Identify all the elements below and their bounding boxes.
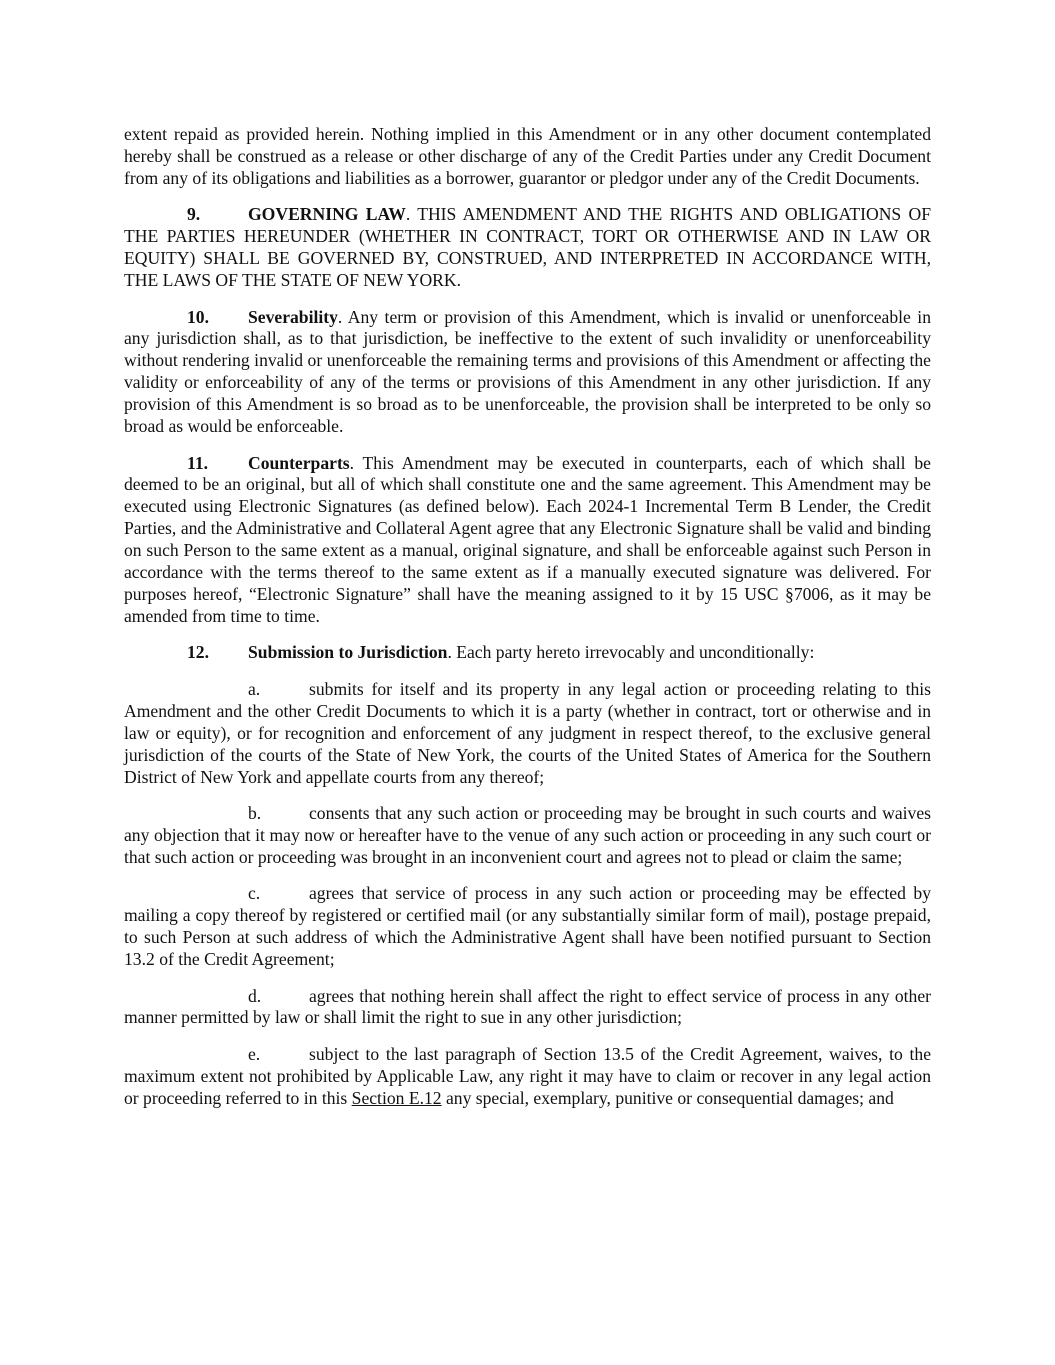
subsection-letter: b.: [248, 803, 262, 824]
section-text: . This Amendment may be executed in counterparts, each of which shall be deemed to be an original, but all of which shall constitute one and the same agreement. This Amendment may be executed using Electronic Signatures (as defined below). Each 2024-1 Incremental Term B Lender, the Credit Parties, and the Administrative and Collateral Agent agree that any Electronic Signature shall be valid and binding on such Person to the same extent as a manual, original signature, and shall be enforceable against such Person in accordance with the terms thereof to the same extent as if a manually executed signature was delivered. For purposes hereof, “Electronic Signature” shall have the meaning assigned to it by 15 USC §7006, as it may be amended from time to time.: [124, 452, 931, 626]
subsection-e: [124, 1044, 931, 1110]
subsection-letter: a.: [248, 678, 261, 699]
subsection-letter: e.: [248, 1043, 261, 1064]
section-number: 10.: [187, 306, 209, 327]
section-heading: GOVERNING LAW: [248, 204, 406, 225]
section-number: 11.: [187, 452, 209, 473]
subsection-a: [124, 679, 931, 789]
section-10: [124, 307, 931, 438]
section-9: [124, 204, 931, 292]
section-heading: Counterparts: [248, 452, 350, 473]
subsection-text: agrees that nothing herein shall affect the right to effect service of process in any other manner permitted by law or shall limit the right to sue in any other jurisdiction;: [124, 985, 931, 1028]
intro-paragraph: extent repaid as provided herein. Nothing implied in this Amendment or in any other document contemplated hereby shall be construed as a release or other discharge of any of the Credit Parties under any Credit Document from any of its obligations and liabilities as a borrower, guarantor or pledgor under any of the Credit Documents.: [124, 124, 931, 188]
section-reference-link: Section E.12: [351, 1087, 442, 1108]
subsection-text: agrees that service of process in any such action or proceeding may be effected by mailing a copy thereof by registered or certified mail (or any substantially similar form of mail), postage prepaid, to such Person at such address of which the Administrative Agent shall have been notified pursuant to Section 13.2 of the Credit Agreement;: [124, 883, 931, 970]
subsection-text: submits for itself and its property in any legal action or proceeding relating to this Amendment and the other Credit Documents to which it is a party (whether in contract, tort or otherwise and in law or equity), or for recognition and enforcement of any judgment in respect thereof, to the exclusive general jurisdiction of the courts of the State of New York, the courts of the United States of America for the Southern District of New York and appellate courts from any thereof;: [124, 678, 931, 787]
subsection-d: [124, 986, 931, 1030]
section-heading: Severability: [248, 306, 338, 327]
subsection-letter: d.: [248, 985, 262, 1006]
section-number: 9.: [187, 204, 201, 225]
section-number: 12.: [187, 642, 209, 663]
document-page: [124, 124, 931, 1124]
subsection-text-end: any special, exemplary, punitive or consequential damages; and: [441, 1087, 894, 1108]
subsection-text: subject to the last paragraph of Section 13.5 of the Credit Agreement, waives, to the maximum extent not prohibited by Applicable Law, any right it may have to claim or recover in any legal action or proceeding referred to in this: [124, 1043, 931, 1108]
section-11: [124, 453, 931, 628]
section-12: [124, 642, 931, 664]
section-heading: Submission to Jurisdiction: [248, 642, 448, 663]
section-text: . Each party hereto irrevocably and unconditionally:: [447, 642, 815, 663]
subsection-letter: c.: [248, 883, 261, 904]
subsection-c: [124, 883, 931, 971]
subsection-text: consents that any such action or proceeding may be brought in such courts and waives any objection that it may now or hereafter have to the venue of any such action or proceeding in any such court or that such action or proceeding was brought in an inconvenient court and agrees not to plead or claim the same;: [124, 803, 931, 867]
subsection-b: [124, 803, 931, 869]
section-text: . THIS AMENDMENT AND THE RIGHTS AND OBLIGATIONS OF THE PARTIES HEREUNDER (WHETHER IN CONTRACT, TORT OR OTHERWISE AND IN LAW OR EQUITY) SHALL BE GOVERNED BY, CONSTRUED, AND INTERPRETED IN ACCORDANCE WITH, THE LAWS OF THE STATE OF NEW YORK.: [124, 204, 931, 291]
section-text: . Any term or provision of this Amendment, which is invalid or unenforceable in any jurisdiction shall, as to that jurisdiction, be ineffective to the extent of such invalidity or unenforceability without rendering invalid or unenforceable the remaining terms and provisions of this Amendment or affecting the validity or enforceability of any of the terms or provisions of this Amendment in any other jurisdiction. If any provision of this Amendment is so broad as to be unenforceable, the provision shall be interpreted to be only so broad as would be enforceable.: [124, 306, 931, 437]
